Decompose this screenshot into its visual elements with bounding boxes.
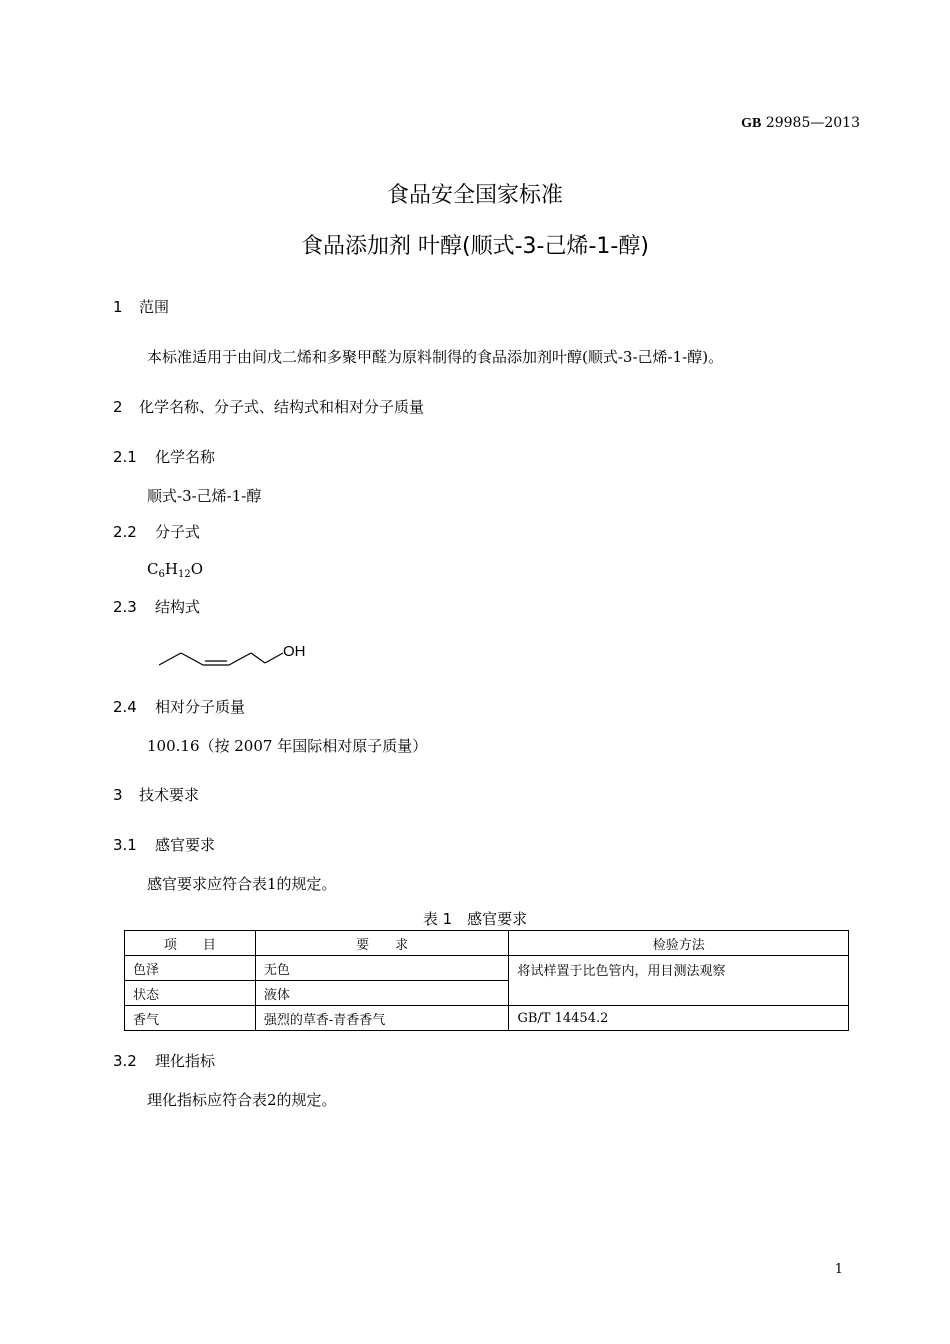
section-3-1-heading <box>113 834 215 855</box>
document-subtitle: 食品添加剂 叶醇(顺式-3-己烯-1-醇) <box>301 234 649 259</box>
structural-formula-diagram <box>155 640 315 675</box>
table-header-row <box>125 931 849 956</box>
section-2-3-heading <box>113 596 200 617</box>
table-row <box>125 956 849 981</box>
standard-code-number: 29985—2013 <box>761 115 860 131</box>
section-title: 化学名称 <box>155 448 216 466</box>
cell-requirement: 强烈的草香-青香香气 <box>255 1006 509 1031</box>
section-3-heading <box>113 784 199 805</box>
cell-item: 色泽 <box>125 956 256 981</box>
section-number: 3 <box>113 786 123 804</box>
section-1-text: 本标准适用于由间戊二烯和多聚甲醛为原料制得的食品添加剂叶醇(顺式-3-己烯-1-醇)。 <box>147 348 724 366</box>
section-title: 结构式 <box>155 598 201 616</box>
section-number: 2.1 <box>113 448 137 466</box>
bond-2 <box>181 653 203 665</box>
bond-3 <box>229 653 251 665</box>
section-2-4-heading <box>113 696 245 717</box>
formula-h: H <box>164 560 178 578</box>
cell-requirement: 液体 <box>255 981 509 1006</box>
section-3-2-heading <box>113 1050 215 1071</box>
section-2-2-heading <box>113 521 200 542</box>
header-item: 项 目 <box>125 931 256 956</box>
bond-4 <box>251 653 265 663</box>
bond-5 <box>265 653 283 663</box>
table-row <box>125 1006 849 1031</box>
section-number: 3.1 <box>113 836 137 854</box>
header-requirement: 要 求 <box>255 931 509 956</box>
cell-test-method: 将试样置于比色管内，用目测法观察 <box>509 956 849 1006</box>
header-test-method: 检验方法 <box>509 931 849 956</box>
sensory-requirements-table <box>124 930 849 1031</box>
section-title: 分子式 <box>155 523 201 541</box>
section-title: 感官要求 <box>155 836 216 854</box>
section-number: 2.2 <box>113 523 137 541</box>
section-title: 范围 <box>139 298 170 316</box>
section-2-heading <box>113 396 424 417</box>
bond-1 <box>159 653 181 665</box>
section-number: 3.2 <box>113 1052 137 1070</box>
sensory-requirements-text: 感官要求应符合表1的规定。 <box>147 875 337 893</box>
document-title: 食品安全国家标准 <box>386 183 563 208</box>
molecular-formula <box>147 560 203 578</box>
section-1-heading <box>113 296 169 317</box>
section-title: 技术要求 <box>139 786 200 804</box>
molecular-mass-text: 100.16（按 2007 年国际相对原子质量） <box>147 737 428 755</box>
physicochemical-text: 理化指标应符合表2的规定。 <box>147 1091 337 1109</box>
section-2-1-heading <box>113 446 215 467</box>
section-title: 理化指标 <box>155 1052 216 1070</box>
chemical-name-text: 顺式-3-己烯-1-醇 <box>147 487 262 505</box>
formula-c: C <box>147 560 159 578</box>
section-title: 化学名称、分子式、结构式和相对分子质量 <box>139 398 425 416</box>
formula-c-sub: 6 <box>158 569 165 580</box>
section-number: 2.3 <box>113 598 137 616</box>
section-number: 1 <box>113 298 123 316</box>
cell-item: 状态 <box>125 981 256 1006</box>
hydroxyl-label: OH <box>283 643 306 660</box>
cell-test-method: GB/T 14454.2 <box>509 1006 849 1031</box>
section-number: 2 <box>113 398 123 416</box>
standard-code <box>741 115 860 132</box>
table-1-caption: 表 1 感官要求 <box>422 910 528 928</box>
formula-o: O <box>190 560 203 578</box>
section-number: 2.4 <box>113 698 137 716</box>
cell-requirement: 无色 <box>255 956 509 981</box>
standard-code-prefix: GB <box>741 116 762 131</box>
formula-h-sub: 12 <box>177 569 191 580</box>
cell-item: 香气 <box>125 1006 256 1031</box>
page-number: 1 <box>834 1262 843 1277</box>
section-title: 相对分子质量 <box>155 698 246 716</box>
